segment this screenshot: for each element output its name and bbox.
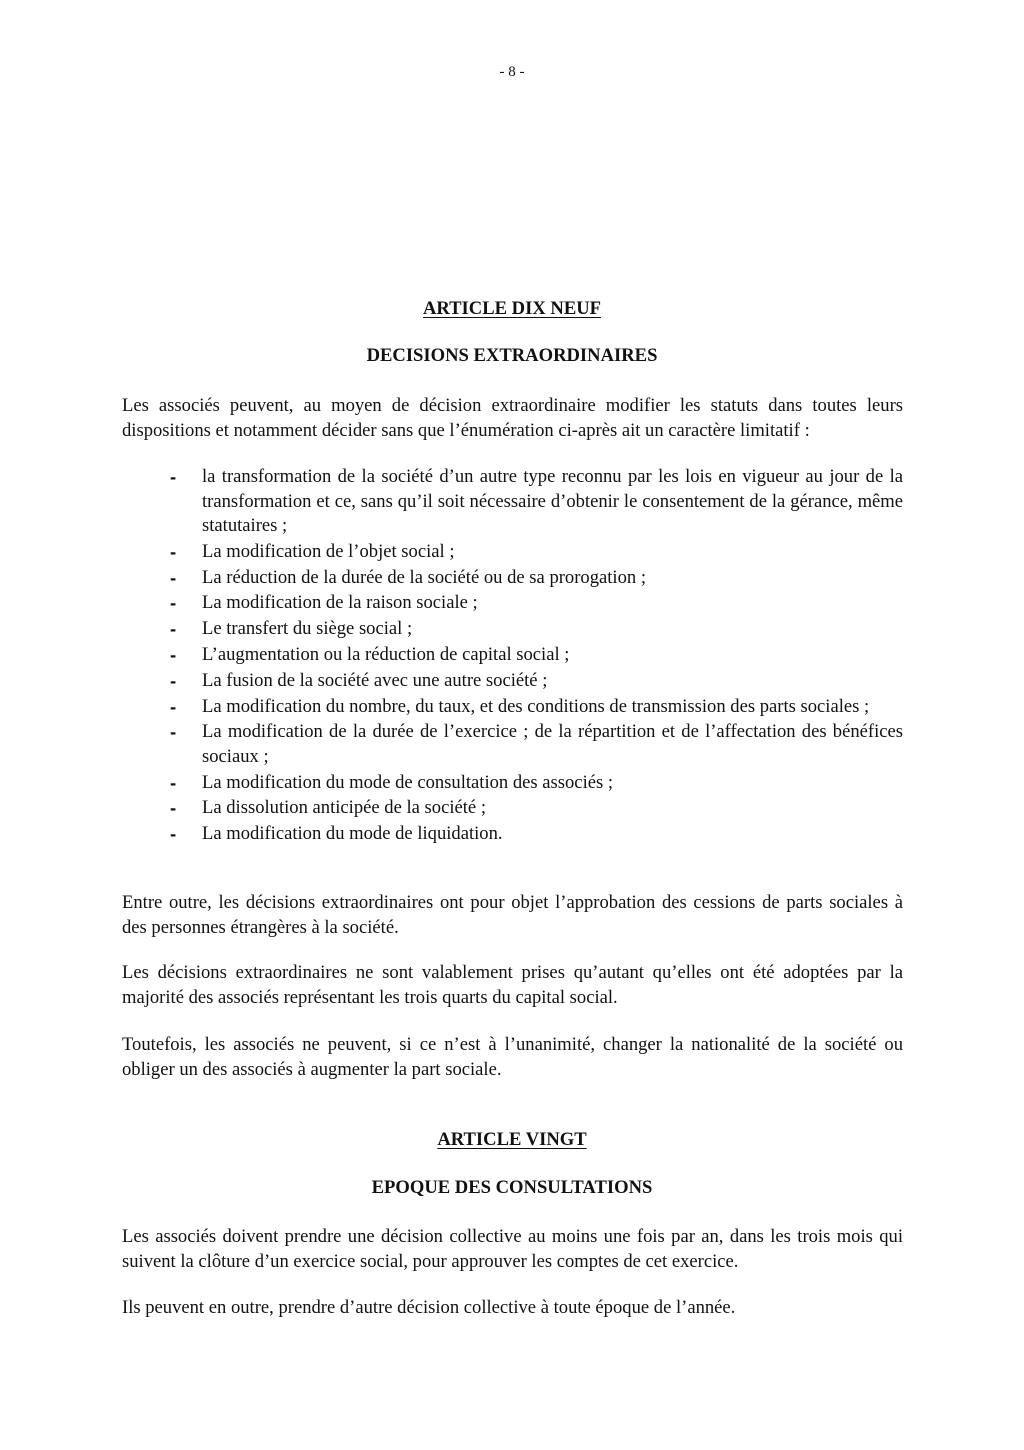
bullet-dash: - (170, 721, 177, 743)
list-item-text: L’augmentation ou la réduction de capital social ; (202, 643, 570, 665)
article-20-paragraph-1: Les associés doivent prendre une décision collective au moins une fois par an, dans les trois mois qui suivent la clôture d’un exercice social, pour approuver les comptes de cet exercice. (122, 1226, 903, 1272)
list-item (122, 822, 903, 847)
list-item (122, 796, 903, 821)
bullet-dash: - (170, 643, 177, 665)
list-item (122, 771, 903, 796)
list-item-text: La modification du mode de consultation des associés ; (202, 771, 614, 793)
list-item-text: La fusion de la société avec une autre société ; (202, 669, 548, 691)
bullet-dash: - (170, 797, 177, 819)
list-item (122, 566, 903, 591)
list-item (122, 643, 903, 668)
list-item-text: La modification du mode de liquidation. (202, 823, 503, 845)
bullet-dash: - (170, 771, 177, 793)
list-item (122, 591, 903, 616)
list-item (122, 695, 903, 720)
list-item (122, 669, 903, 694)
list-item (122, 465, 903, 539)
bullet-dash: - (170, 466, 177, 487)
article-20-title-text: ARTICLE VINGT (437, 1129, 587, 1150)
list-item-text: La modification du nombre, du taux, et des conditions de transmission des parts sociales ; (202, 695, 870, 717)
list-item (122, 720, 903, 769)
article-19-paragraph-2: Les décisions extraordinaires ne sont valablement prises qu’autant qu’elles ont été adoptées par la majorité des associés représentant les trois quarts du capital social. (122, 962, 903, 1008)
article-19-subtitle: DECISIONS EXTRAORDINAIRES (366, 345, 658, 366)
bullet-dash: - (170, 669, 177, 691)
bullet-dash: - (170, 566, 177, 588)
list-item-text: La dissolution anticipée de la société ; (202, 797, 486, 819)
list-item-text: La réduction de la durée de la société ou de sa prorogation ; (202, 566, 647, 588)
bullet-dash: - (170, 592, 177, 614)
article-19-intro: Les associés peuvent, au moyen de décision extraordinaire modifier les statuts dans toutes leurs dispositions et notamment décider sans que l’énumération ci-après ait un caractère limitatif : (122, 395, 903, 441)
bullet-dash: - (170, 618, 177, 640)
article-19-list (122, 465, 903, 848)
page-number: - 8 - (499, 64, 525, 80)
article-19-title-text: ARTICLE DIX NEUF (422, 298, 602, 319)
list-item-text: la transformation de la société d’un autre type reconnu par les lois en vigueur au jour de la transformation et ce, sans qu’il soit nécessaire d’obtenir le consentement de la gérance, même statutaires ; (202, 466, 903, 536)
article-20-title (0, 1129, 1024, 1151)
bullet-dash: - (170, 823, 177, 845)
article-20-paragraph-2: Ils peuvent en outre, prendre d’autre décision collective à toute époque de l’année. (122, 1297, 736, 1318)
article-19-title (0, 298, 1024, 320)
list-item-text: Le transfert du siège social ; (202, 618, 413, 640)
article-19-paragraph-1: Entre outre, les décisions extraordinaires ont pour objet l’approbation des cessions de parts sociales à des personnes étrangères à la société. (122, 892, 903, 938)
list-item (122, 540, 903, 565)
list-item (122, 617, 903, 642)
list-item-text: La modification de la raison sociale ; (202, 592, 478, 614)
bullet-dash: - (170, 695, 177, 717)
article-19-paragraph-3: Toutefois, les associés ne peuvent, si ce n’est à l’unanimité, changer la nationalité de la société ou obliger un des associés à augmenter la part sociale. (122, 1034, 903, 1080)
article-20-subtitle: EPOQUE DES CONSULTATIONS (371, 1177, 653, 1198)
bullet-dash: - (170, 540, 177, 562)
list-item-text: La modification de l’objet social ; (202, 540, 455, 562)
list-item-text: La modification de la durée de l’exercice ; de la répartition et de l’affectation des bénéfices sociaux ; (202, 721, 903, 767)
